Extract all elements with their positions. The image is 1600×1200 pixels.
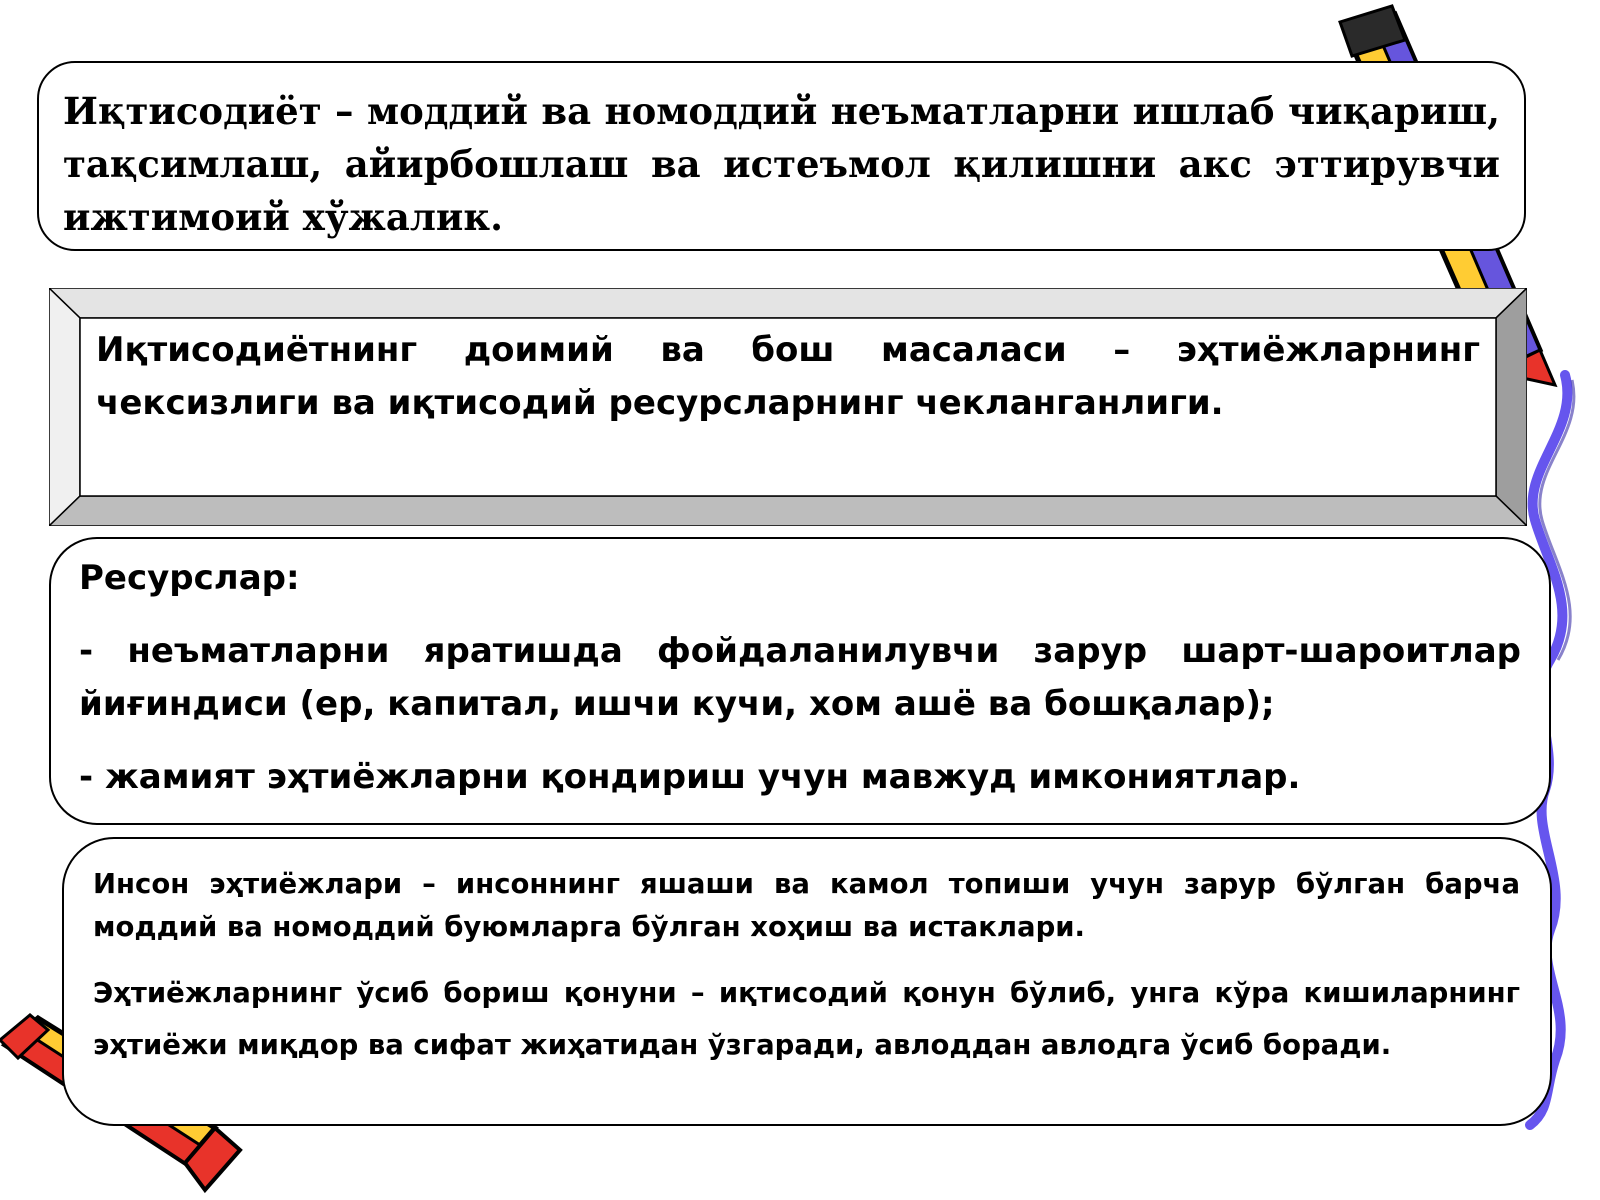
needs-definition-text: Инсон эҳтиёжлари – инсоннинг яшаши ва камол топиши учун зарур бўлган барча моддий ва номоддий буюмларга бўлган хоҳиш ва истаклари.: [93, 868, 1520, 943]
needs-law-text: Эҳтиёжларнинг ўсиб бориш қонуни – иқтисодий қонун бўлиб, унга кўра кишиларнинг эҳтиёжи миқдор ва сифат жиҳатидан ўзгаради, авлоддан авлодга ўсиб боради.: [93, 977, 1520, 1061]
needs-box: [62, 837, 1552, 1126]
resources-item: - жамият эҳтиёжларни қондириш учун мавжуд имкониятлар.: [79, 757, 1301, 797]
economy-problem-box: [49, 288, 1527, 526]
economy-definition-box: [37, 61, 1526, 251]
resources-box: [49, 537, 1551, 825]
economy-definition-text: Иқтисодиёт – моддий ва номоддий неъматларни ишлаб чиқариш, тақсимлаш, айирбошлаш ва истеъмол қилишни акс эттирувчи ижтимоий хўжалик.: [63, 89, 1500, 239]
resources-heading: Ресурслар:: [79, 558, 300, 598]
resources-item: - неъматларни яратишда фойдаланилувчи зарур шарт-шароитлар йиғиндиси (ер, капитал, ишчи кучи, хом ашё ва бошқалар);: [79, 631, 1521, 724]
economy-problem-text: Иқтисодиётнинг доимий ва бош масаласи – эҳтиёжларнинг чексизлиги ва иқтисодий ресурсларнинг чекланганлиги.: [96, 330, 1480, 423]
